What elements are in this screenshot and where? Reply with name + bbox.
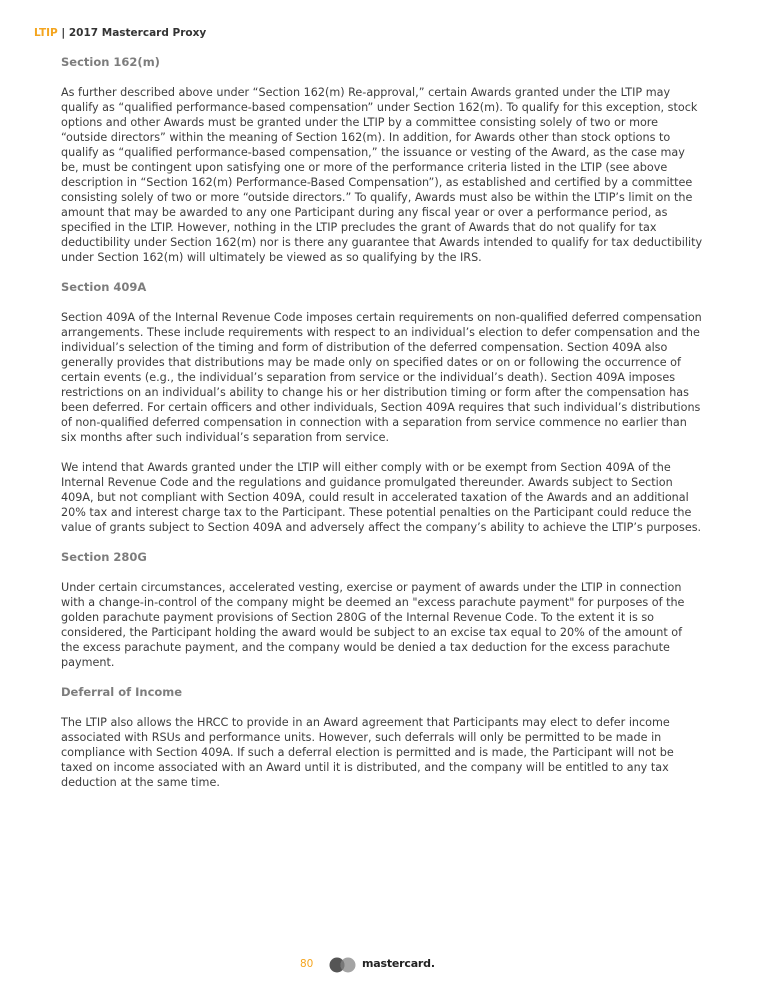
header-accent: LTIP <box>34 27 58 39</box>
section-heading: Deferral of Income <box>61 685 183 699</box>
page-number: 80 <box>300 958 314 970</box>
brand-wordmark: mastercard. <box>362 957 435 970</box>
running-header <box>34 27 206 39</box>
header-separator: | <box>57 27 69 39</box>
paragraph: Under certain circumstances, accelerated vesting, exercise or payment of awards under the LTIP in connection with a change-in-control of the company might be deemed an "excess parachute payment" for purposes of the golden parachute payment provisions of Section 280G of the Internal Revenue Code. To the extent it is so considered, the Participant holding the award would be subject to an excise tax equal to 20% of the amount of the excess parachute payment, and the company would be denied a tax deduction for the excess parachute payment. <box>61 581 685 669</box>
section-heading: Section 280G <box>61 550 147 564</box>
paragraph: The LTIP also allows the HRCC to provide in an Award agreement that Participants may elect to defer income associated with RSUs and performance units. However, such deferrals will only be permitted to be made in compliance with Section 409A. If such a deferral election is permitted and is made, the Participant will not be taxed on income associated with an Award until it is distributed, and the company will be entitled to any tax deduction at the same time. <box>61 716 674 789</box>
page-footer <box>0 955 768 975</box>
header-title: 2017 Mastercard Proxy <box>68 27 207 39</box>
paragraph: We intend that Awards granted under the LTIP will either comply with or be exempt from Section 409A of the Internal Revenue Code and the regulations and guidance promulgated thereunder. Awards subject to Section 409A, but not compliant with Section 409A, could result in accelerated taxation of the Awards and an additional 20% tax and interest charge tax to the Participant. These potential penalties on the Participant could reduce the value of grants subject to Section 409A and adversely affect the company’s ability to achieve the LTIP’s purposes. <box>61 461 702 534</box>
document-body <box>61 55 703 805</box>
mastercard-logo-icon <box>328 957 358 973</box>
paragraph: As further described above under “Section 162(m) Re-approval,” certain Awards granted under the LTIP may qualify as “qualified performance-based compensation” under Section 162(m). To qualify for this exception, stock options and other Awards must be granted under the LTIP by a committee consisting solely of two or more “outside directors” within the meaning of Section 162(m). In addition, for Awards other than stock options to qualify as “qualified performance-based compensation,” the issuance or vesting of the Award, as the case may be, must be contingent upon satisfying one or more of the performance criteria listed in the LTIP (see above description in “Section 162(m) Performance-Based Compensation”), as established and certified by a committee consisting solely of two or more “outside directors.” To qualify, Awards must also be within the LTIP’s limit on the amount that may be awarded to any one Participant during any fiscal year or over a performance period, as specified in the LTIP. However, nothing in the LTIP precludes the grant of Awards that do not qualify for tax deductibility under Section 162(m) nor is there any guarantee that Awards intended to qualify for tax deductibility under Section 162(m) will ultimately be viewed as so qualifying by the IRS. <box>61 86 703 264</box>
section-heading: Section 162(m) <box>61 55 160 69</box>
section-heading: Section 409A <box>61 280 147 294</box>
paragraph: Section 409A of the Internal Revenue Code imposes certain requirements on non-qualified deferred compensation arrangements. These include requirements with respect to an individual’s election to defer compensation and the individual’s selection of the timing and form of distribution of the deferred compensation. Section 409A also generally provides that distributions may be made only on specified dates or on or following the occurrence of certain events (e.g., the individual’s separation from service or the individual’s death). Section 409A imposes restrictions on an individual’s ability to change his or her distribution timing or form after the compensation has been deferred. For certain officers and other individuals, Section 409A requires that such individual’s distributions of non-qualified deferred compensation in connection with a separation from service commence no earlier than six months after such individual’s separation from service. <box>61 311 702 444</box>
